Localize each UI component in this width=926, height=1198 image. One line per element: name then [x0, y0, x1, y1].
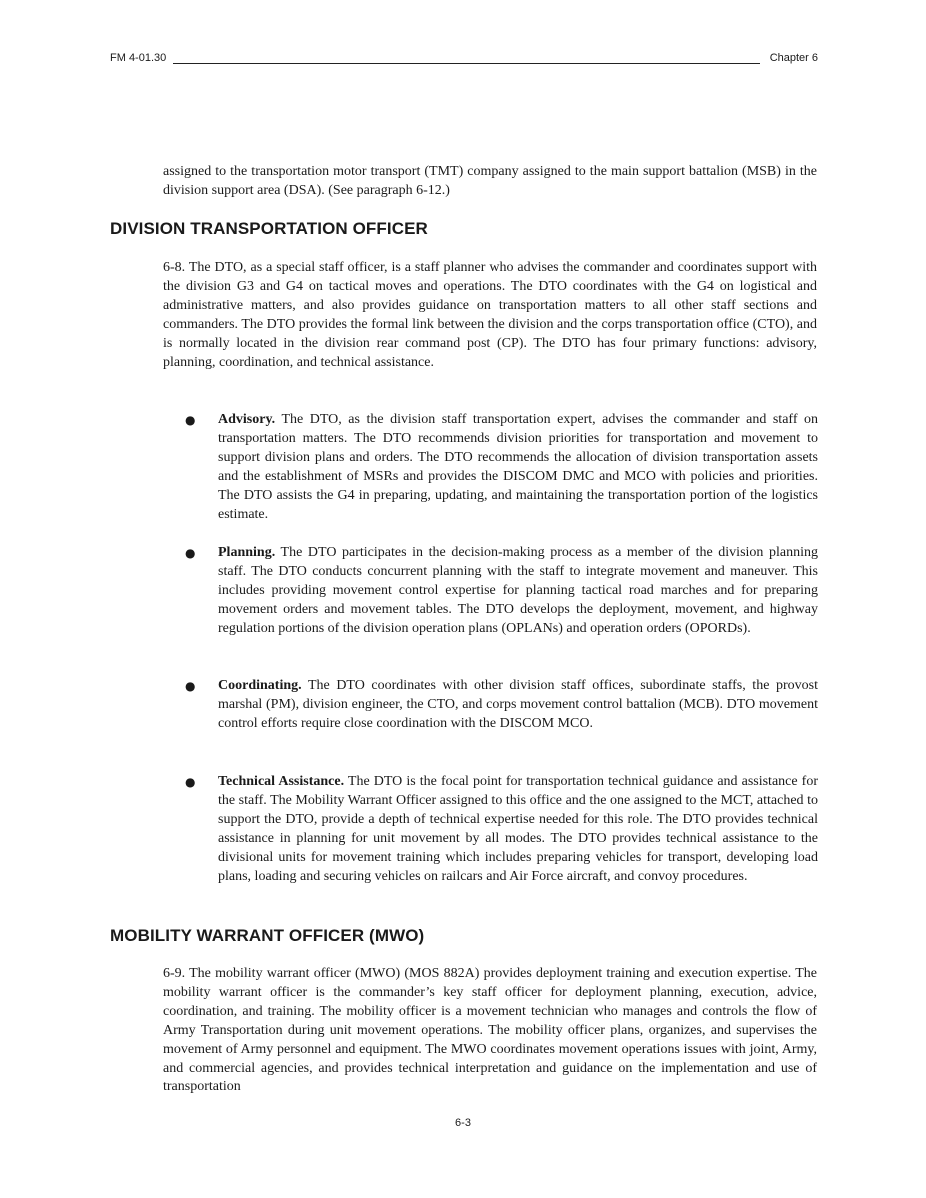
manual-number: FM 4-01.30: [110, 52, 167, 64]
bullet-body: The DTO is the focal point for transportation technical guidance and assistance for the staff. The Mobility Warrant Officer assigned to this office and the one assigned to the MCT, attached to support the DTO, provide a depth of technical expertise needed for this role. The DTO provides technical assistance in planning for unit movement by all modes. The DTO provides technical assistance to the divisional units for movement training which includes preparing vehicles for transport, developing load plans, loading and securing vehicles on railcars and Air Force aircraft, and convoy procedures.: [218, 774, 818, 884]
running-header: [110, 52, 818, 68]
bullet-body: The DTO coordinates with other division staff offices, subordinate staffs, the provost marshal (PM), division engineer, the CTO, and corps movement control battalion (MCB). DTO movement control efforts require close coordination with the DISCOM MCO.: [218, 678, 818, 731]
paragraph-6-9: 6-9. The mobility warrant officer (MWO) (MOS 882A) provides deployment training and execution expertise. The mobility warrant officer is the commander’s key staff officer for deployment planning, execution, advice, coordination, and training. The mobility officer is a movement technician who manages and controls the flow of Army Transportation during unit movement operations. The mobility officer plans, organizes, and supervises the movement of Army personnel and equipment. The MWO coordinates movement operations issues with joint, Army, and commercial agencies, and provides technical interpretation and guidance on the implementation and use of transportation: [163, 966, 817, 1095]
bullet-icon: ●: [185, 679, 196, 693]
bullet-icon: ●: [185, 413, 196, 427]
bullet-text: [218, 773, 818, 886]
intro-paragraph: assigned to the transportation motor transport (TMT) company assigned to the main support battalion (MSB) in the division support area (DSA). (See paragraph 6-12.): [163, 164, 817, 198]
bullet-text: [218, 544, 818, 639]
section-heading-mwo: MOBILITY WARRANT OFFICER (MWO): [110, 926, 425, 945]
chapter-label: Chapter 6: [769, 52, 818, 64]
page-number: 6-3: [455, 1117, 471, 1129]
bullet-term: Coordinating.: [218, 678, 302, 693]
bullet-icon: ●: [185, 546, 196, 560]
bullet-text: [218, 677, 818, 734]
bullet-body: The DTO, as the division staff transportation expert, advises the commander and staff on transportation matters. The DTO recommends division priorities for transportation and movement to support division plans and orders. The DTO recommends the allocation of division transportation assets and the establishment of MSRs and provides the DISCOM DMC and MCO with policies and priorities. The DTO assists the G4 in preparing, updating, and maintaining the transportation portion of the logistics estimate.: [218, 412, 818, 522]
bullet-term: Technical Assistance.: [218, 774, 345, 789]
section-heading-dto: DIVISION TRANSPORTATION OFFICER: [110, 219, 428, 238]
bullet-term: Planning.: [218, 545, 276, 560]
header-rule: [173, 63, 760, 64]
bullet-text: [218, 411, 818, 524]
bullet-term: Advisory.: [218, 412, 276, 427]
paragraph-6-8: 6-8. The DTO, as a special staff officer, is a staff planner who advises the commander and coordinates support with the division G3 and G4 on tactical moves and operations. The DTO coordinates with the G4 on logistical and administrative matters, and also provides guidance on transportation matters to all other staff sections and commanders. The DTO provides the formal link between the division and the corps transportation office (CTO), and is normally located in the division rear command post (CP). The DTO has four primary functions: advisory, planning, coordination, and technical assistance.: [163, 260, 817, 370]
bullet-icon: ●: [185, 775, 196, 789]
bullet-body: The DTO participates in the decision-making process as a member of the division planning staff. The DTO conducts concurrent planning with the staff to integrate movement and maneuver. This includes providing movement control expertise for planning tactical road marches and for preparing movement orders and movement tables. The DTO develops the deployment, movement, and highway regulation portions of the division operation plans (OPLANs) and operation orders (OPORDs).: [218, 545, 818, 636]
